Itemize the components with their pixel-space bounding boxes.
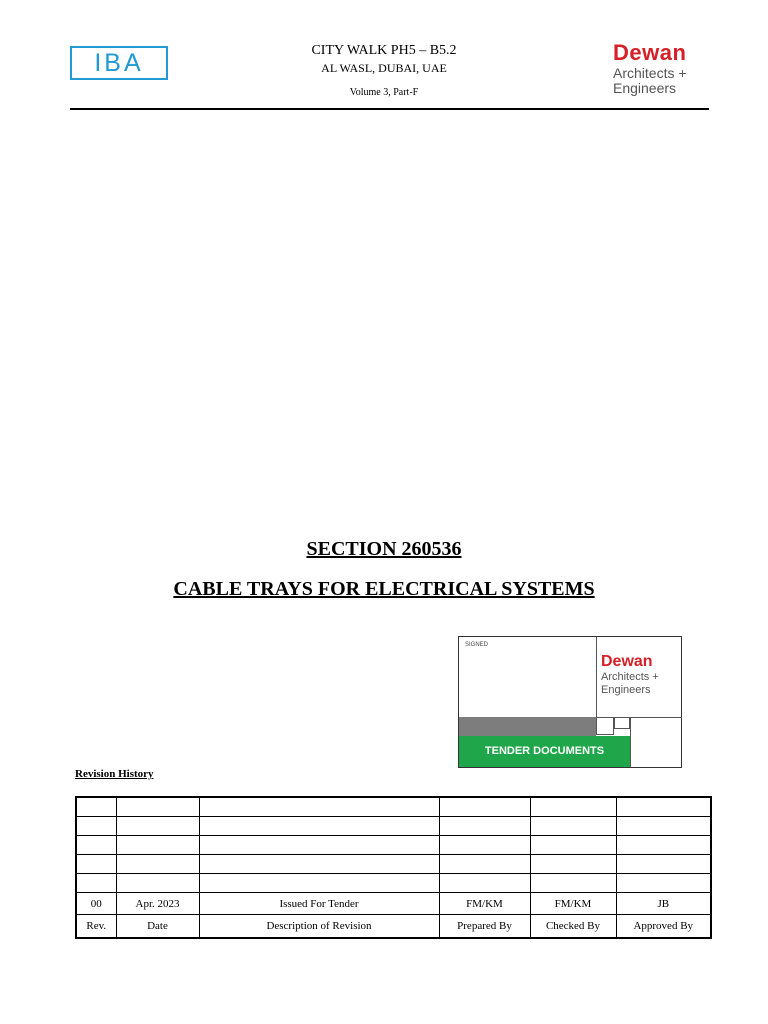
stamp-logo-line2: Engineers	[601, 684, 651, 696]
column-header-checked-by: Checked By	[530, 915, 616, 939]
table-cell	[439, 874, 530, 893]
signature-box	[459, 637, 597, 717]
project-title: CITY WALK PH5 – B5.2	[311, 43, 457, 58]
table-cell	[616, 797, 711, 817]
table-cell	[76, 817, 116, 836]
table-cell	[116, 855, 199, 874]
table-row	[76, 893, 711, 915]
table-row-empty	[76, 836, 711, 855]
table-cell	[530, 855, 616, 874]
table-cell	[439, 836, 530, 855]
tender-stamp	[458, 636, 682, 768]
stamp-logo-name: Dewan	[601, 653, 653, 670]
section-name: CABLE TRAYS FOR ELECTRICAL SYSTEMS	[173, 578, 595, 600]
stamp-logo-line1: Architects +	[601, 671, 659, 683]
stamp-dewan-logo	[601, 653, 659, 697]
stamp-grid-cell	[614, 717, 630, 729]
tender-banner: TENDER DOCUMENTS	[459, 736, 630, 767]
section-number: SECTION 260536	[306, 538, 462, 560]
dewan-logo-name: Dewan	[613, 40, 687, 65]
revision-table	[75, 796, 712, 939]
table-cell	[616, 836, 711, 855]
table-cell	[530, 817, 616, 836]
date-cell: Apr. 2023	[116, 893, 199, 915]
iba-logo	[70, 46, 168, 80]
table-cell	[116, 836, 199, 855]
table-cell	[76, 836, 116, 855]
table-cell	[530, 874, 616, 893]
column-header-prepared-by: Prepared By	[439, 915, 530, 939]
header-divider	[70, 108, 709, 110]
table-row-empty	[76, 817, 711, 836]
stamp-grey-bar	[459, 717, 596, 736]
table-cell	[116, 817, 199, 836]
table-cell	[116, 874, 199, 893]
table-cell	[116, 797, 199, 817]
stamp-grid-cell	[596, 717, 614, 735]
table-cell	[199, 797, 439, 817]
table-row-empty	[76, 874, 711, 893]
dewan-header-logo	[613, 40, 723, 96]
table-cell	[199, 855, 439, 874]
stamp-grid-line	[596, 717, 682, 718]
table-header-row	[76, 915, 711, 939]
table-row-empty	[76, 797, 711, 817]
dewan-logo-line2: Engineers	[613, 80, 677, 96]
column-header-date: Date	[116, 915, 199, 939]
table-cell	[616, 817, 711, 836]
prepared-by-cell: FM/KM	[439, 893, 530, 915]
revision-history-label: Revision History	[75, 768, 154, 780]
iba-logo-text: IBA	[94, 49, 144, 77]
project-location: AL WASL, DUBAI, UAE	[321, 61, 447, 75]
table-cell	[616, 874, 711, 893]
table-cell	[199, 874, 439, 893]
column-header-approved-by: Approved By	[616, 915, 711, 939]
table-cell	[530, 836, 616, 855]
dewan-logo-line1: Architects +	[613, 65, 687, 81]
table-row-empty	[76, 855, 711, 874]
table-cell	[199, 817, 439, 836]
column-header-description: Description of Revision	[199, 915, 439, 939]
table-cell	[439, 797, 530, 817]
approved-by-cell: JB	[616, 893, 711, 915]
volume-label: Volume 3, Part-F	[349, 87, 419, 98]
table-cell	[616, 855, 711, 874]
checked-by-cell: FM/KM	[530, 893, 616, 915]
table-cell	[439, 855, 530, 874]
table-cell	[439, 817, 530, 836]
table-cell	[76, 855, 116, 874]
column-header-rev: Rev.	[76, 915, 116, 939]
signed-label: SIGNED	[465, 642, 489, 648]
table-cell	[199, 836, 439, 855]
stamp-grid-line	[630, 717, 631, 767]
table-cell	[76, 797, 116, 817]
rev-cell: 00	[76, 893, 116, 915]
table-cell	[76, 874, 116, 893]
description-cell: Issued For Tender	[199, 893, 439, 915]
table-cell	[530, 797, 616, 817]
